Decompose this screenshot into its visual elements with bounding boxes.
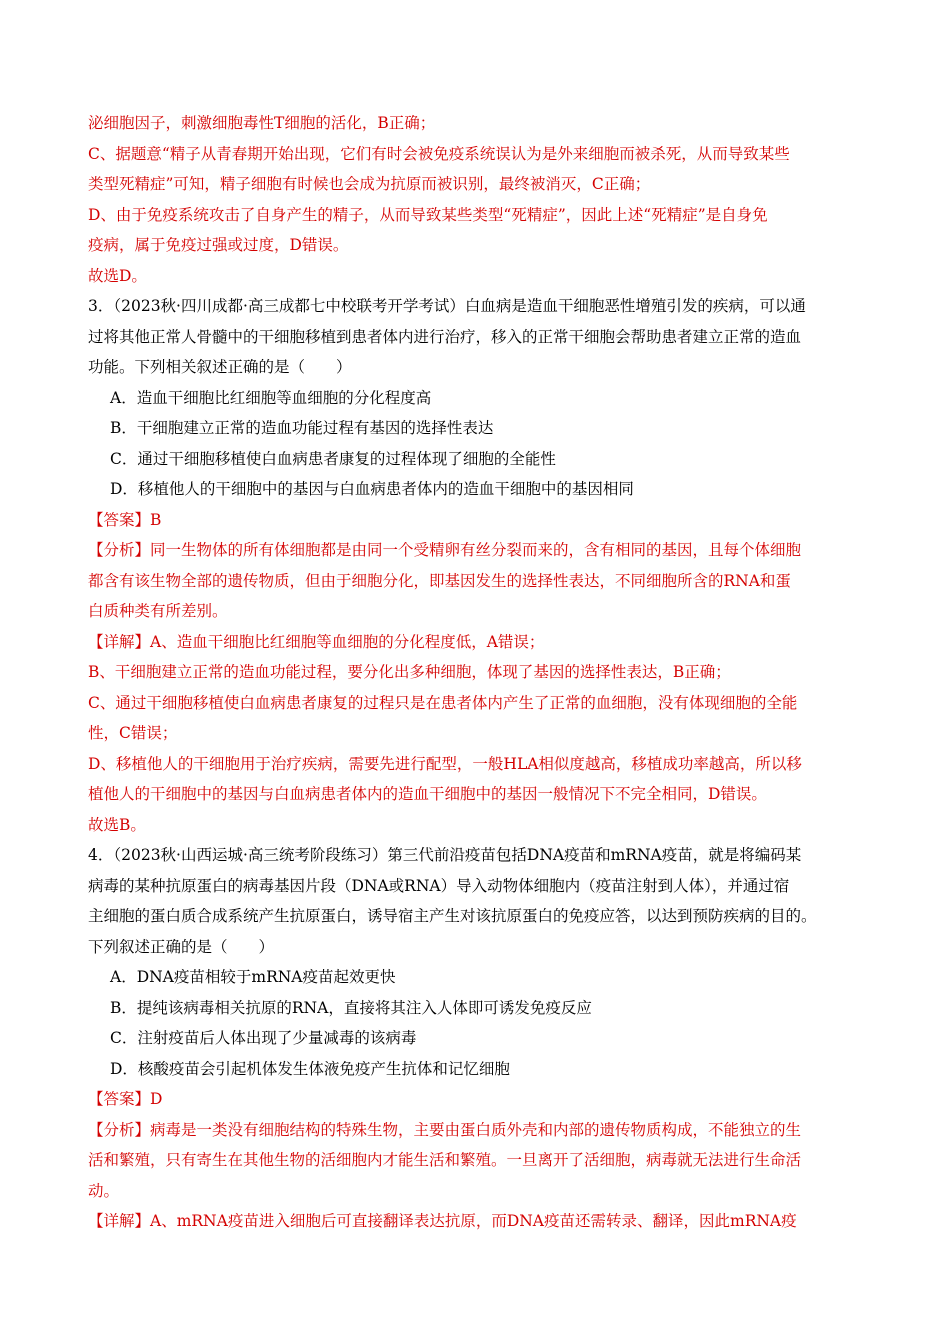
text-line: 【详解】A、mRNA疫苗进入细胞后可直接翻译表达抗原，而DNA疫苗还需转录、翻译，因此mRNA疫: [88, 1212, 797, 1230]
option-line: D．核酸疫苗会引起机体发生体液免疫产生抗体和记忆细胞: [110, 1059, 510, 1078]
text-line: 性，C错误；: [88, 724, 178, 742]
text-line: 故选B。: [88, 815, 146, 834]
text-line: C、通过干细胞移植使白血病患者康复的过程只是在患者体内产生了正常的血细胞，没有体现细胞的全能: [88, 693, 798, 712]
text-line: 活和繁殖，只有寄生在其他生物的活细胞内才能生活和繁殖。一旦离开了活细胞，病毒就无法进行生命活: [88, 1151, 802, 1169]
text-line: 类型死精症”可知，精子细胞有时候也会成为抗原而被识别，最终被消灭，C正确；: [88, 175, 651, 193]
text-line: 白质种类有所差别。: [88, 602, 228, 620]
text-line: 【答案】D: [88, 1090, 163, 1108]
text-line: 【详解】A、造血干细胞比红细胞等血细胞的分化程度低，A错误；: [88, 632, 545, 651]
text-line: D、由于免疫系统攻击了自身产生的精子，从而导致某些类型“死精症”，因此上述“死精症”是自身免: [88, 205, 768, 224]
text-line: 主细胞的蛋白质合成系统产生抗原蛋白，诱导宿主产生对该抗原蛋白的免疫应答，以达到预防疾病的目的。: [88, 907, 817, 925]
text-line: C、据题意“精子从青春期开始出现，它们有时会被免疫系统误认为是外来细胞而被杀死，从而导致某些: [88, 144, 790, 163]
option-line: A．造血干细胞比红细胞等血细胞的分化程度高: [110, 388, 432, 407]
text-line: 病毒的某种抗原蛋白的病毒基因片段（DNA或RNA）导入动物体细胞内（疫苗注射到人体），并通过宿: [88, 876, 790, 895]
text-line: 【分析】同一生物体的所有体细胞都是由同一个受精卵有丝分裂而来的，含有相同的基因，且每个体细胞: [88, 541, 802, 559]
option-line: A．DNA疫苗相较于mRNA疫苗起效更快: [110, 968, 396, 986]
option-line: B．干细胞建立正常的造血功能过程有基因的选择性表达: [110, 419, 494, 437]
text-line: 过将其他正常人骨髓中的干细胞移植到患者体内进行治疗，移入的正常干细胞会帮助患者建立正常的造血: [88, 327, 802, 346]
text-line: 功能。下列相关叙述正确的是（ ）: [88, 358, 352, 376]
text-line: 下列叙述正确的是（ ）: [88, 937, 275, 956]
text-line: D、移植他人的干细胞用于治疗疾病，需要先进行配型，一般HLA相似度越高，移植成功率越高，所以移: [88, 754, 802, 773]
text-line: 故选D。: [88, 266, 147, 285]
option-line: C．通过干细胞移植使白血病患者康复的过程体现了细胞的全能性: [110, 449, 556, 468]
option-line: C．注射疫苗后人体出现了少量减毒的该病毒: [110, 1029, 417, 1047]
text-line: 动。: [88, 1181, 120, 1200]
option-line: D．移植他人的干细胞中的基因与白血病患者体内的造血干细胞中的基因相同: [110, 480, 634, 498]
text-line: 植他人的干细胞中的基因与白血病患者体内的造血干细胞中的基因一般情况下不完全相同，D错误。: [88, 785, 767, 803]
text-line: 4．（2023秋·山西运城·高三统考阶段练习）第三代前沿疫苗包括DNA疫苗和mRNA疫苗，就是将编码某: [88, 846, 802, 864]
text-line: 3．（2023秋·四川成都·高三成都七中校联考开学考试）白血病是造血干细胞恶性增殖引发的疾病，可以通: [88, 297, 806, 315]
option-line: B．提纯该病毒相关抗原的RNA，直接将其注入人体即可诱发免疫反应: [110, 998, 592, 1017]
text-line: B、干细胞建立正常的造血功能过程，要分化出多种细胞，体现了基因的选择性表达，B正确；: [88, 663, 731, 681]
text-line: 【答案】B: [88, 510, 162, 529]
text-line: 【分析】病毒是一类没有细胞结构的特殊生物，主要由蛋白质外壳和内部的遗传物质构成，不能独立的生: [88, 1120, 802, 1139]
text-line: 泌细胞因子，刺激细胞毒性T细胞的活化，B正确；: [88, 114, 436, 132]
document-page: [88, 108, 868, 1237]
text-line: 都含有该生物全部的遗传物质，但由于细胞分化，即基因发生的选择性表达，不同细胞所含的RNA和蛋: [88, 571, 791, 590]
text-line: 疫病，属于免疫过强或过度，D错误。: [88, 236, 349, 254]
